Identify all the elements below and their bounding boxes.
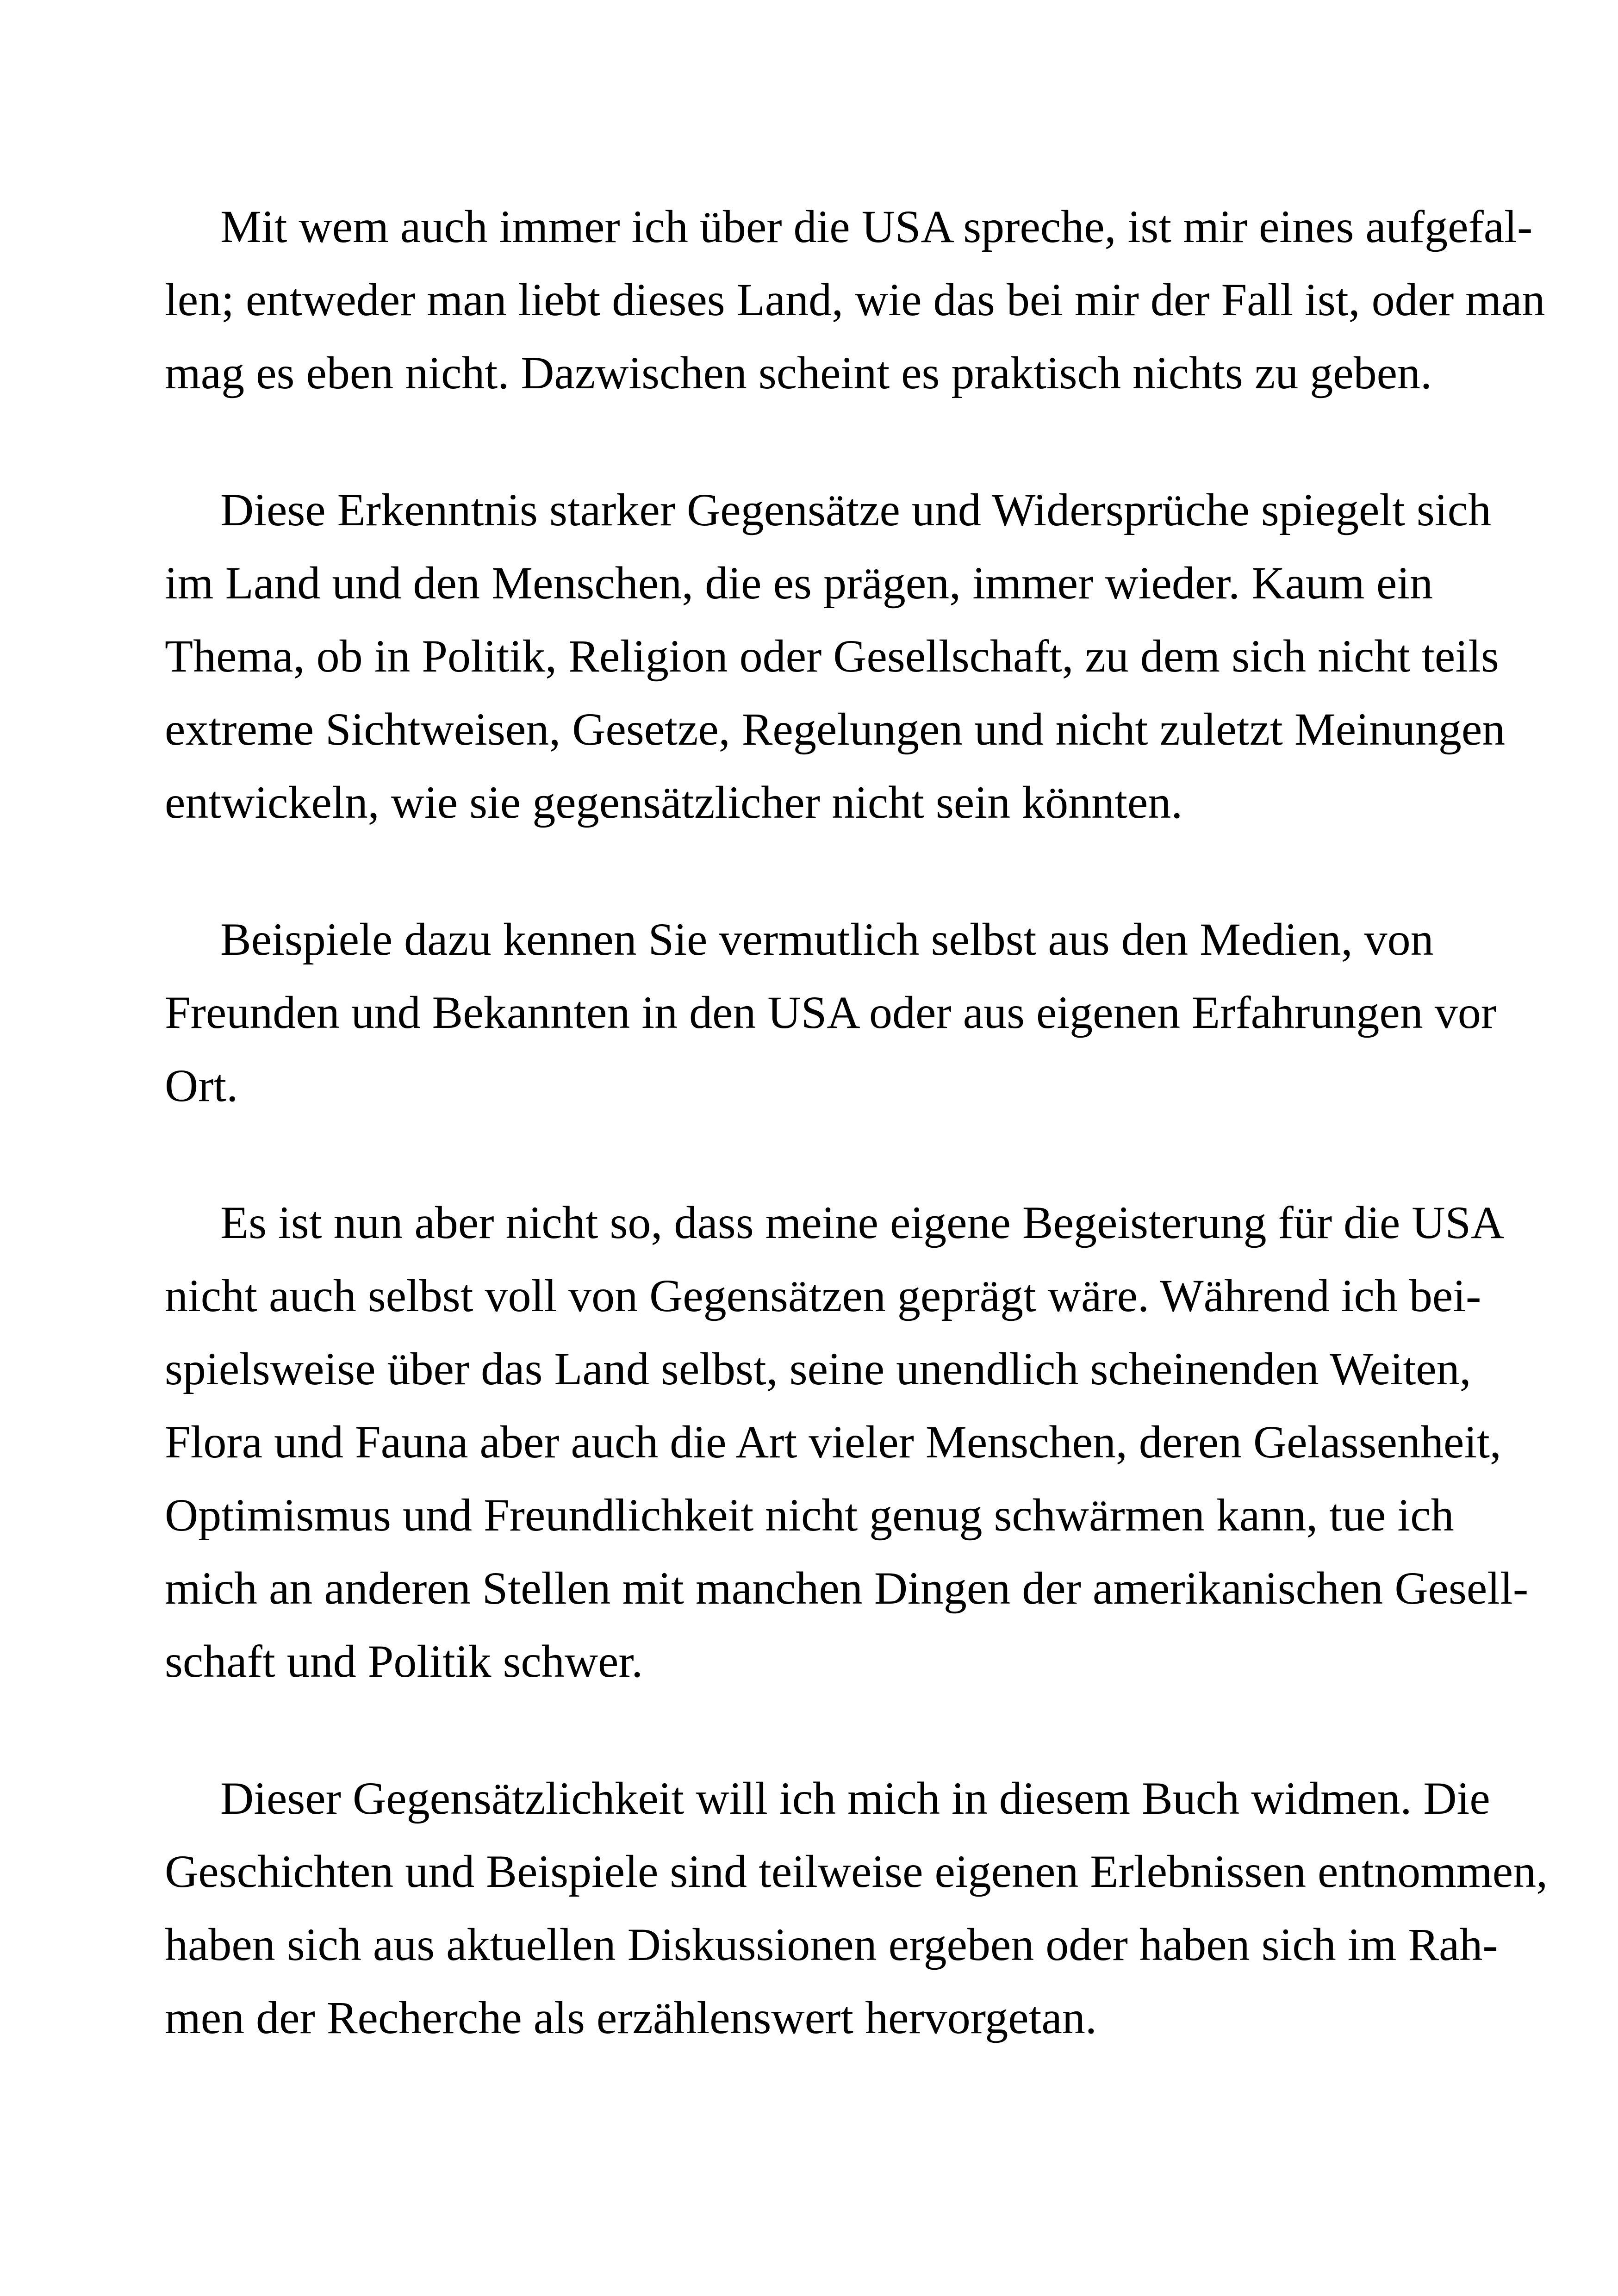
paragraph-4-line-1: Es ist nun aber nicht so, dass meine eigene Begeisterung für die USA (220, 1197, 1505, 1248)
paragraph-4-line-2: nicht auch selbst voll von Gegensätzen geprägt wäre. Während ich bei- (165, 1270, 1481, 1321)
paragraph-4-line-6: mich an anderen Stellen mit manchen Dingen der amerikanischen Gesell- (165, 1562, 1529, 1614)
paragraph-2-line-1: Diese Erkenntnis starker Gegensätze und Widersprüche spiegelt sich (220, 484, 1491, 535)
paragraph-2-line-3: Thema, ob in Politik, Religion oder Gesellschaft, zu dem sich nicht teils (165, 630, 1499, 682)
paragraph-4-line-7: schaft und Politik schwer. (165, 1636, 643, 1687)
paragraph-2-line-5: entwickeln, wie sie gegensätzlicher nicht sein könnten. (165, 777, 1183, 828)
paragraph-2-line-2: im Land und den Menschen, die es prägen, immer wieder. Kaum ein (165, 557, 1433, 609)
paragraph-5-line-2: Geschichten und Beispiele sind teilweise eigenen Erlebnissen entnommen, (165, 1846, 1548, 1897)
paragraph-3-line-1: Beispiele dazu kennen Sie vermutlich selbst aus den Medien, von (220, 914, 1434, 965)
paragraph-5-line-4: men der Recherche als erzählenswert hervorgetan. (165, 1992, 1097, 2043)
paragraph-2-line-4: extreme Sichtweisen, Gesetze, Regelungen und nicht zuletzt Meinungen (165, 703, 1506, 755)
paragraph-4-line-5: Optimismus und Freundlichkeit nicht genug schwärmen kann, tue ich (165, 1489, 1454, 1541)
paragraph-5-line-1: Dieser Gegensätzlichkeit will ich mich in diesem Buch widmen. Die (220, 1773, 1490, 1824)
paragraph-3-line-3: Ort. (165, 1060, 238, 1111)
paragraph-1-line-1: Mit wem auch immer ich über die USA spreche, ist mir eines aufgefal- (220, 201, 1533, 252)
paragraph-1-line-2: len; entweder man liebt dieses Land, wie das bei mir der Fall ist, oder man (165, 274, 1545, 325)
paragraph-5-line-3: haben sich aus aktuellen Diskussionen ergeben oder haben sich im Rah- (165, 1919, 1498, 1970)
paragraph-4-line-3: spielsweise über das Land selbst, seine unendlich scheinenden Weiten, (165, 1343, 1471, 1394)
paragraph-1-line-3: mag es eben nicht. Dazwischen scheint es praktisch nichts zu geben. (165, 347, 1432, 398)
paragraph-4-line-4: Flora und Fauna aber auch die Art vieler Menschen, deren Gelassenheit, (165, 1416, 1501, 1468)
paragraph-3-line-2: Freunden und Bekannten in den USA oder aus eigenen Erfahrungen vor (165, 987, 1497, 1038)
